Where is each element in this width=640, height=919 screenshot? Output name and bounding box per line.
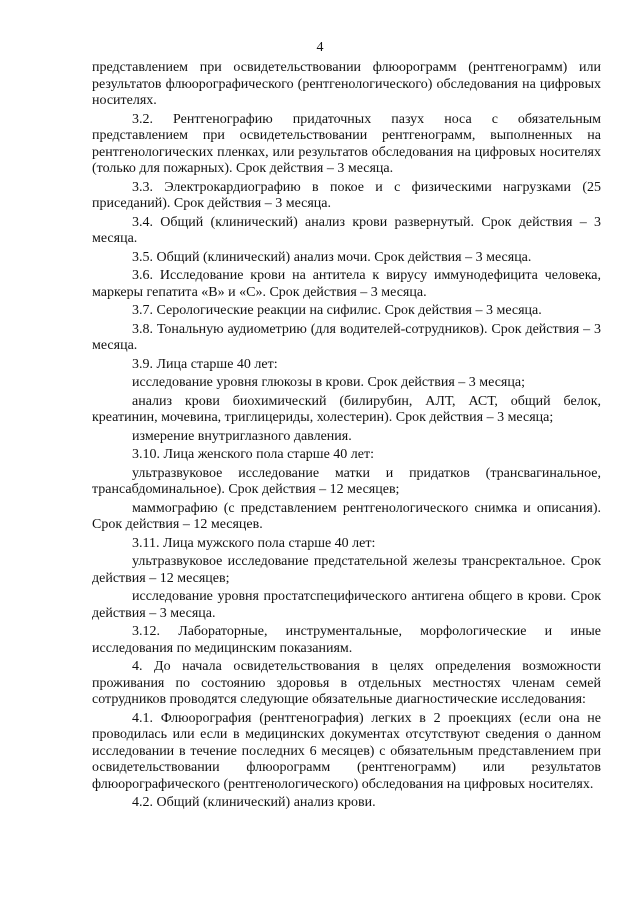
- paragraph: исследование уровня простатспецифического антигена общего в крови. Срок действия – 3 месяца.: [92, 589, 601, 621]
- paragraph: маммографию (с представлением рентгенологического снимка и описания). Срок действия – 12 месяцев.: [92, 500, 601, 532]
- paragraph: 3.12. Лабораторные, инструментальные, морфологические и иные исследования по медицинским показаниям.: [92, 624, 601, 656]
- paragraph: 3.5. Общий (клинический) анализ мочи. Срок действия – 3 месяца.: [132, 249, 532, 265]
- document-body: [92, 60, 601, 814]
- paragraph: анализ крови биохимический (билирубин, АЛТ, АСТ, общий белок, креатинин, мочевина, триглицериды, холестерин). Срок действия – 3 месяца;: [92, 393, 601, 425]
- paragraph: 4.2. Общий (клинический) анализ крови.: [132, 795, 376, 810]
- paragraph: измерение внутриглазного давления.: [132, 428, 352, 444]
- paragraph: 3.8. Тональную аудиометрию (для водителей-сотрудников). Срок действия – 3 месяца.: [92, 321, 601, 353]
- paragraph: 3.2. Рентгенографию придаточных пазух носа с обязательным представлением при освидетельствовании рентгенограмм, выполненных на рентгенологических пленках, или результатов обследования на цифровых носителях (только для пожарных). Срок действия – 3 месяца.: [92, 111, 601, 176]
- paragraph: представлением при освидетельствовании флюорограмм (рентгенограмм) или результатов флюорографического (рентгенологического) обследования на цифровых носителях.: [92, 60, 601, 108]
- paragraph: 3.7. Серологические реакции на сифилис. Срок действия – 3 месяца.: [132, 303, 542, 318]
- paragraph: 3.11. Лица мужского пола старше 40 лет:: [132, 535, 376, 551]
- paragraph: 3.6. Исследование крови на антитела к вирусу иммунодефицита человека, маркеры гепатита «В» и «С». Срок действия – 3 месяца.: [92, 268, 601, 300]
- paragraph: исследование уровня глюкозы в крови. Срок действия – 3 месяца;: [132, 375, 525, 390]
- paragraph: ультразвуковое исследование матки и придатков (трансвагинальное, трансабдоминальное). Срок действия – 12 месяцев;: [92, 465, 601, 497]
- paragraph: 3.4. Общий (клинический) анализ крови развернутый. Срок действия – 3 месяца.: [92, 214, 601, 246]
- paragraph: 3.10. Лица женского пола старше 40 лет:: [132, 447, 375, 462]
- paragraph: 4.1. Флюорография (рентгенография) легких в 2 проекциях (если она не проводилась или если в медицинских документах отсутствуют сведения о данном исследовании в течение последних 6 месяцев) с обязательным представлением при освидетельствовании флюорограмм (рентгенограмм) или результатов флюорографического (рентгенологического) обследования на цифровых носителях.: [92, 710, 601, 792]
- paragraph: 3.9. Лица старше 40 лет:: [132, 356, 278, 372]
- paragraph: 4. До начала освидетельствования в целях определения возможности проживания по состоянию здоровья в отдельных местностях членам семей сотрудников проводятся следующие обязательные диагностические исследования:: [92, 659, 601, 707]
- paragraph: 3.3. Электрокардиографию в покое и с физическими нагрузками (25 приседаний). Срок действия – 3 месяца.: [92, 179, 601, 211]
- page-number: 4: [316, 40, 324, 55]
- paragraph: ультразвуковое исследование предстательной железы трансректальное. Срок действия – 12 месяцев;: [92, 554, 601, 586]
